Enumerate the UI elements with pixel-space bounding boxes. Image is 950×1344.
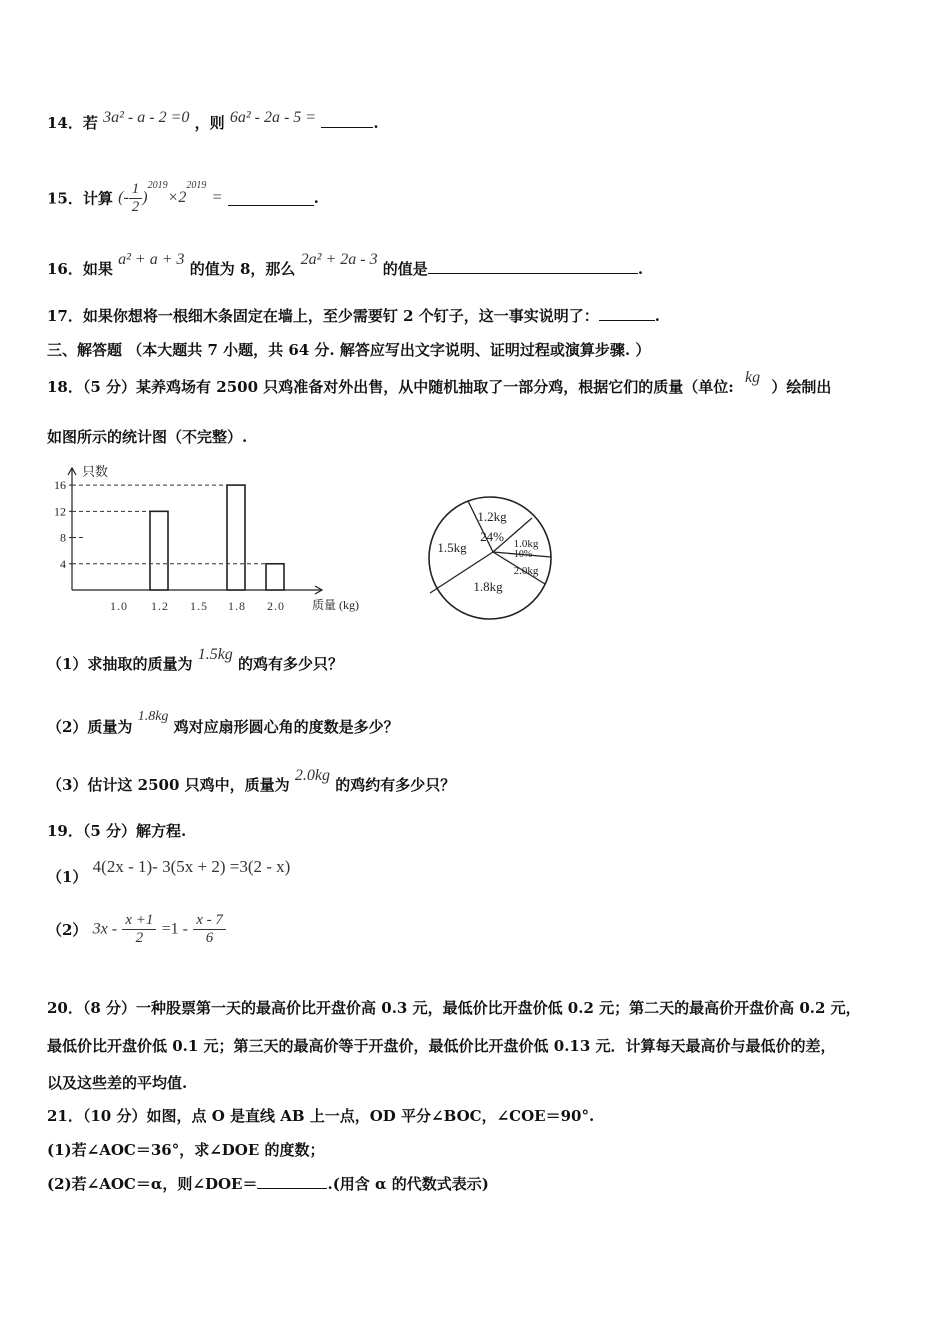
question-20-line-2: 最低价比开盘价低 0.1 元；第三天的最高价等于开盘价，最低价比开盘价低 0.13 元．计算每天最高价与最低价的差， bbox=[47, 1037, 836, 1055]
answer-blank[interactable] bbox=[428, 259, 638, 274]
pie-slice-label: 1.5kg bbox=[437, 540, 467, 555]
pie-chart bbox=[420, 494, 560, 622]
question-18-sub-2: （2）质量为 1.8kg 鸡对应扇形圆心角的度数是多少？ bbox=[47, 709, 399, 736]
question-19-part-2: （2） 3x - $\frac{x +1}{2}$ =1 - $\frac{x - 7}{6}$ bbox=[47, 912, 226, 947]
x-axis-label: 质量 (kg) bbox=[312, 598, 359, 612]
pie-percent-label: 10% bbox=[513, 549, 533, 560]
y-tick-label: 8 bbox=[60, 530, 66, 545]
question-20-line-1: 20．（8 分）一种股票第一天的最高价比开盘价高 0.3 元，最低价比开盘价低 0.2 元；第二天的最高价开盘价高 0.2 元， bbox=[47, 999, 861, 1017]
question-17: 17．如果你想将一根细木条固定在墙上，至少需要钉 2 个钉子，这一事实说明了： . bbox=[47, 307, 660, 325]
pie-slice-label: 1.2kg bbox=[477, 509, 507, 524]
section-heading: 三、解答题 （本大题共 7 小题，共 64 分. 解答应写出文字说明、证明过程或演算步骤. ） bbox=[47, 341, 651, 359]
question-20-line-3: 以及这些差的平均值. bbox=[47, 1074, 188, 1092]
question-19-part-1: （1） 4(2x - 1)- 3(5x + 2) =3(2 - x) bbox=[47, 857, 291, 886]
answer-blank[interactable] bbox=[257, 1174, 327, 1189]
y-tick-label: 4 bbox=[60, 556, 66, 571]
q16-expression-1: a² + a + 3 bbox=[118, 251, 185, 268]
x-tick-label: 1.2 bbox=[151, 599, 169, 613]
question-14: 14．若 3a² - a - 2 =0 ，则 6a² - 2a - 5 = . bbox=[47, 109, 379, 132]
y-tick-label: 16 bbox=[54, 478, 66, 493]
pie-slice-label: 2.0kg bbox=[513, 565, 539, 577]
q16-expression-2: 2a² + 2a - 3 bbox=[300, 251, 378, 268]
q15-fraction: $\frac{1}{2}$ bbox=[129, 181, 143, 216]
bar bbox=[150, 511, 168, 590]
question-15: 15．计算 (- $\frac{1}{2}$ )$^{2019}\times 2^{2019}$ = . bbox=[47, 180, 319, 215]
question-18-sub-3: （3）估计这 2500 只鸡中，质量为 2.0kg 的鸡约有多少只？ bbox=[47, 767, 456, 794]
q14-equation-2: 6a² - 2a - 5 = bbox=[229, 109, 317, 126]
q14-equation-1: 3a² - a - 2 =0 bbox=[103, 109, 190, 126]
bar bbox=[266, 564, 284, 590]
x-tick-label: 1.8 bbox=[228, 599, 246, 613]
question-21-line-2: (1)若∠AOC＝36°，求∠DOE 的度数； bbox=[47, 1141, 325, 1159]
y-axis-label: 只数 bbox=[82, 464, 109, 479]
pie-slice-label: 1.8kg bbox=[473, 579, 503, 594]
question-18-line-1: 18．（5 分）某养鸡场有 2500 只鸡准备对外出售，从中随机抽取了一部分鸡，根据它们的质量（单位: kg ）绘制出 bbox=[47, 369, 832, 396]
bar bbox=[227, 485, 245, 590]
answer-blank[interactable] bbox=[228, 191, 314, 206]
x-tick-label: 1.5 bbox=[190, 599, 208, 613]
x-tick-label: 1.0 bbox=[110, 599, 128, 613]
question-18-line-2: 如图所示的统计图（不完整）. bbox=[47, 428, 248, 446]
pie-percent-label: 24% bbox=[480, 529, 504, 544]
question-18-sub-1: （1）求抽取的质量为 1.5kg 的鸡有多少只？ bbox=[47, 646, 344, 673]
question-16: 16．如果 a² + a + 3 的值为 8，那么 2a² + 2a - 3 的值是 . bbox=[47, 251, 644, 278]
x-tick-label: 2.0 bbox=[267, 599, 285, 613]
answer-blank[interactable] bbox=[321, 113, 373, 128]
question-19-title: 19．（5 分）解方程. bbox=[47, 822, 187, 840]
y-tick-label: 12 bbox=[54, 504, 66, 519]
question-21-line-3: (2)若∠AOC＝α，则∠DOE＝ .(用含 α 的代数式表示) bbox=[47, 1175, 489, 1193]
pie-slice-label: 1.0kg bbox=[513, 538, 539, 550]
answer-blank[interactable] bbox=[599, 306, 655, 321]
bar-chart bbox=[40, 458, 370, 620]
question-21-line-1: 21．（10 分）如图，点 O 是直线 AB 上一点，OD 平分∠BOC，∠COE＝90°. bbox=[47, 1107, 595, 1125]
